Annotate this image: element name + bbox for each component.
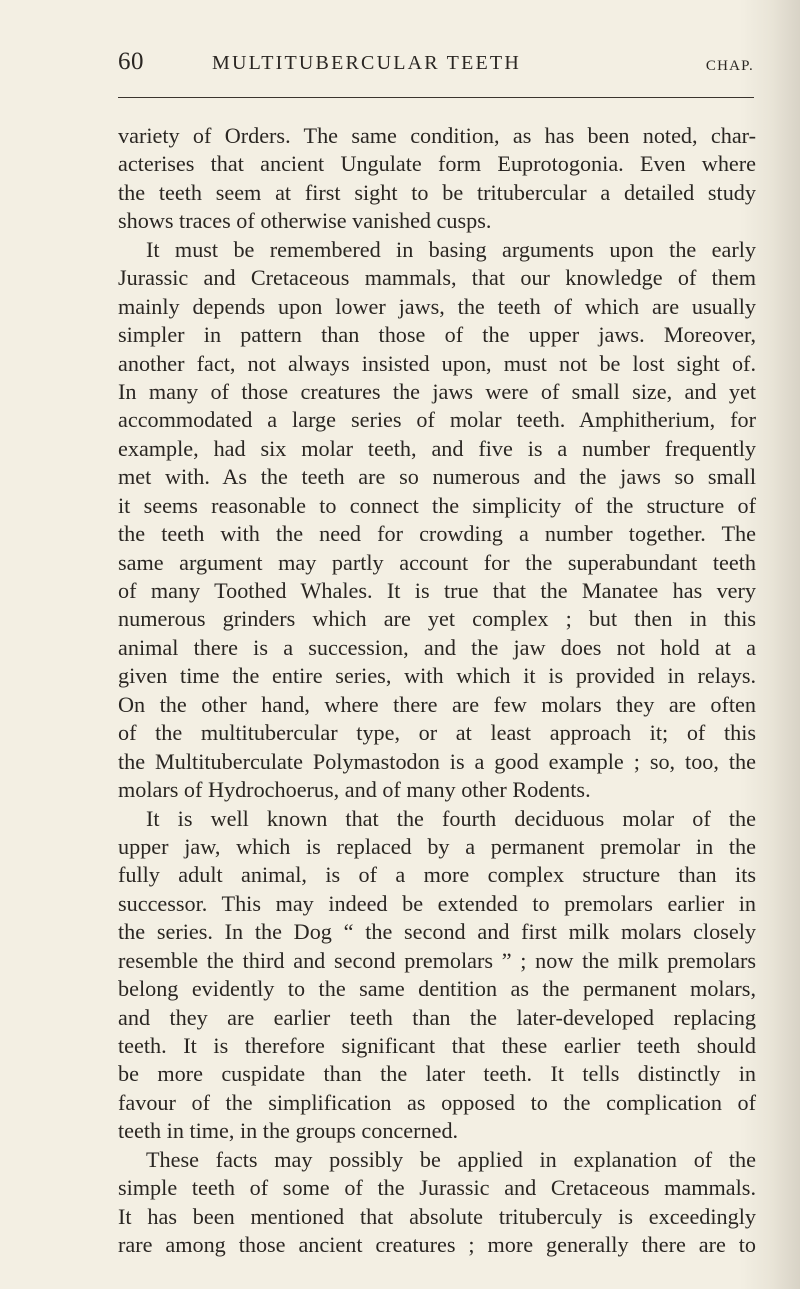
text-line: the teeth with the need for crowding a number together. The [118,521,756,547]
text-line: met with. As the teeth are so numerous and the jaws so small [118,464,756,490]
text-line: of the multitubercular type, or at least approach it; of this [118,720,756,746]
text-line: numerous grinders which are yet complex ; but then in this [118,606,756,632]
text-line: successor. This may indeed be extended to premolars earlier in [118,890,756,916]
text-line: teeth. It is therefore significant that these earlier teeth should [118,1033,756,1058]
text-line: These facts may possibly be applied in explanation of the [146,1146,756,1172]
text-line: On the other hand, where there are few molars they are often [118,691,756,717]
text-line: fully adult animal, is of a more complex structure than its [118,862,756,888]
text-line: the series. In the Dog “ the second and first milk molars closely [118,919,756,945]
text-line: animal there is a succession, and the jaw does not hold at a [118,634,756,660]
text-line: It is well known that the fourth deciduous molar of the [146,805,756,831]
text-line: the Multituberculate Polymastodon is a good example ; so, too, the [118,748,756,774]
page-number: 60 [118,48,144,75]
text-line: simple teeth of some of the Jurassic and Cretaceous mammals. [118,1175,756,1201]
running-head: MULTITUBERCULAR TEETH [212,52,521,74]
text-line: and they are earlier teeth than the later-developed replacing [118,1004,756,1030]
text-line: belong evidently to the same dentition as the permanent molars, [118,976,756,1002]
text-line: simpler in pattern than those of the upper jaws. Moreover, [118,322,756,348]
text-line: acterises that ancient Ungulate form Euprotogonia. Even where [118,151,756,177]
text-line: it seems reasonable to connect the simplicity of the structure of [118,492,756,518]
text-line: upper jaw, which is replaced by a permanent premolar in the [118,833,756,859]
text-line: In many of those creatures the jaws were of small size, and yet [118,378,756,404]
text-line: of many Toothed Whales. It is true that the Manatee has very [118,578,756,603]
chapter-label: CHAP. [705,58,754,74]
text-line: shows traces of otherwise vanished cusps. [118,208,492,234]
text-line: favour of the simplification as opposed to the complication of [118,1089,756,1115]
text-line: It must be remembered in basing arguments upon the early [146,236,756,262]
text-line: teeth in time, in the groups concerned. [118,1118,459,1144]
text-line: the teeth seem at first sight to be tritubercular a detailed study [118,179,756,205]
page-header [118,48,754,88]
text-line: same argument may partly account for the superabundant teeth [118,549,756,575]
body-text [118,122,756,1260]
text-line: rare among those ancient creatures ; more generally there are to [118,1232,756,1258]
text-line: accommodated a large series of molar teeth. Amphitherium, for [118,407,756,433]
text-line: given time the entire series, with which it is provided in relays. [118,663,756,689]
text-line: another fact, not always insisted upon, must not be lost sight of. [118,350,756,376]
text-line: variety of Orders. The same condition, as has been noted, char- [118,123,756,148]
text-line: example, had six molar teeth, and five is a number frequently [118,435,756,461]
text-line: resemble the third and second premolars ” ; now the milk premolars [118,947,756,973]
text-line: molars of Hydrochoerus, and of many other Rodents. [118,777,591,803]
text-line: It has been mentioned that absolute trituberculy is exceedingly [118,1203,756,1229]
text-line: mainly depends upon lower jaws, the teeth of which are usually [118,293,756,319]
header-rule [118,97,754,98]
text-line: be more cuspidate than the later teeth. It tells distinctly in [118,1061,756,1087]
text-line: Jurassic and Cretaceous mammals, that our knowledge of them [118,265,756,291]
